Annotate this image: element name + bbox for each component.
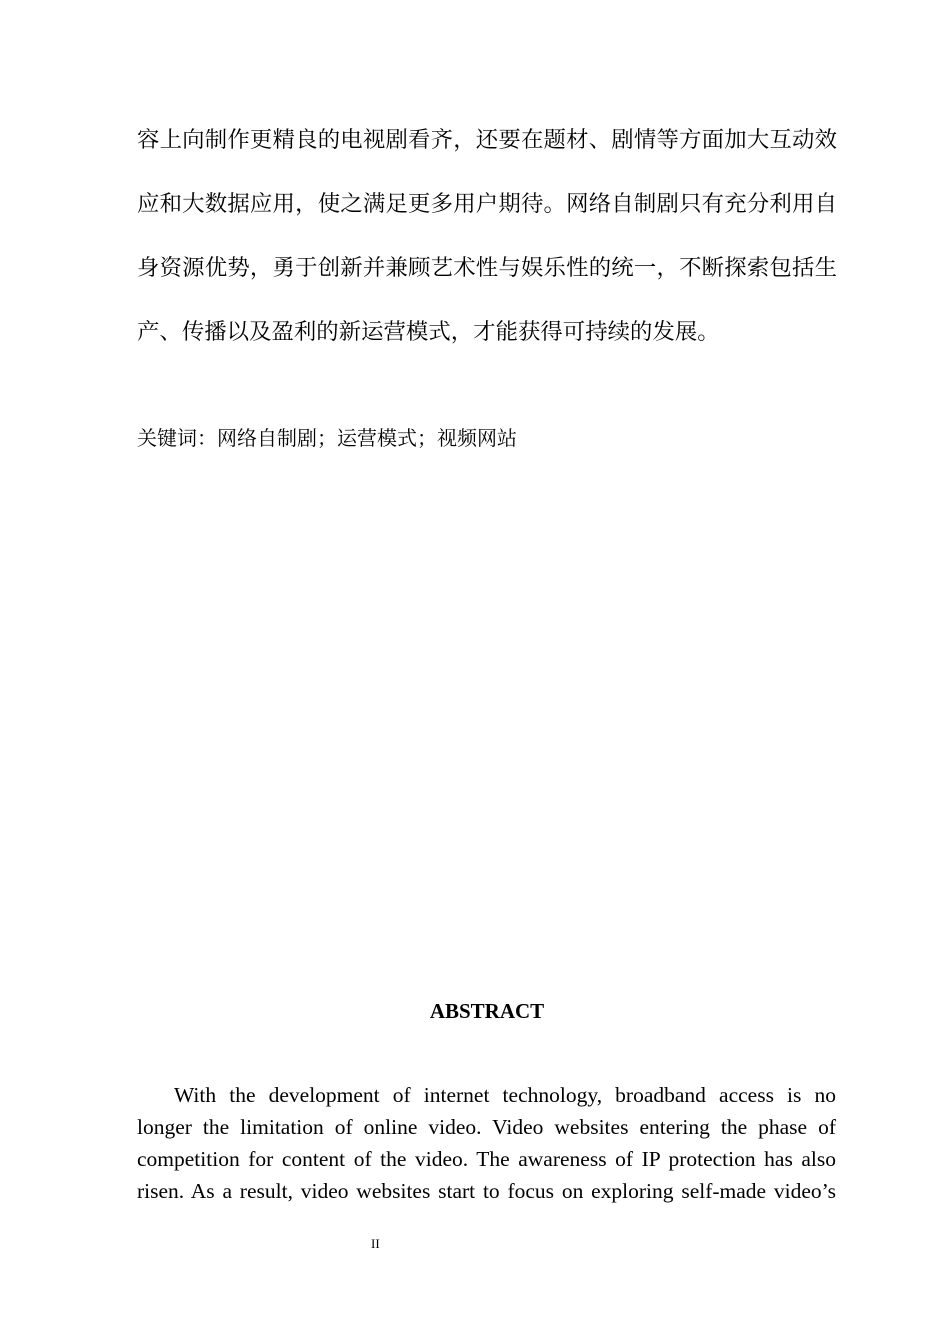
- english-abstract-line-2: longer the limitation of online video. Video websites entering the phase of: [137, 1115, 836, 1139]
- english-abstract-line-4: risen. As a result, video websites start to focus on exploring self-made video’s: [137, 1179, 836, 1203]
- english-abstract-paragraph: [137, 1079, 836, 1207]
- page-number: II: [371, 1236, 380, 1251]
- chinese-abstract-paragraph: [137, 108, 837, 364]
- chinese-abstract-line-2: 应和大数据应用，使之满足更多用户期待。网络自制剧只有充分利用自: [137, 191, 837, 217]
- english-abstract-line-1: With the development of internet technology, broadband access is no: [174, 1083, 836, 1107]
- chinese-abstract-line-1: 容上向制作更精良的电视剧看齐，还要在题材、剧情等方面加大互动效: [137, 127, 837, 153]
- english-abstract-line-3: competition for content of the video. The awareness of IP protection has also: [137, 1147, 836, 1171]
- keywords-line: 关键词：网络自制剧；运营模式；视频网站: [137, 426, 517, 450]
- chinese-abstract-line-3: 身资源优势，勇于创新并兼顾艺术性与娱乐性的统一，不断探索包括生: [137, 255, 837, 281]
- chinese-abstract-line-4: 产、传播以及盈利的新运营模式，才能获得可持续的发展。: [137, 319, 720, 345]
- abstract-heading: ABSTRACT: [429, 999, 545, 1023]
